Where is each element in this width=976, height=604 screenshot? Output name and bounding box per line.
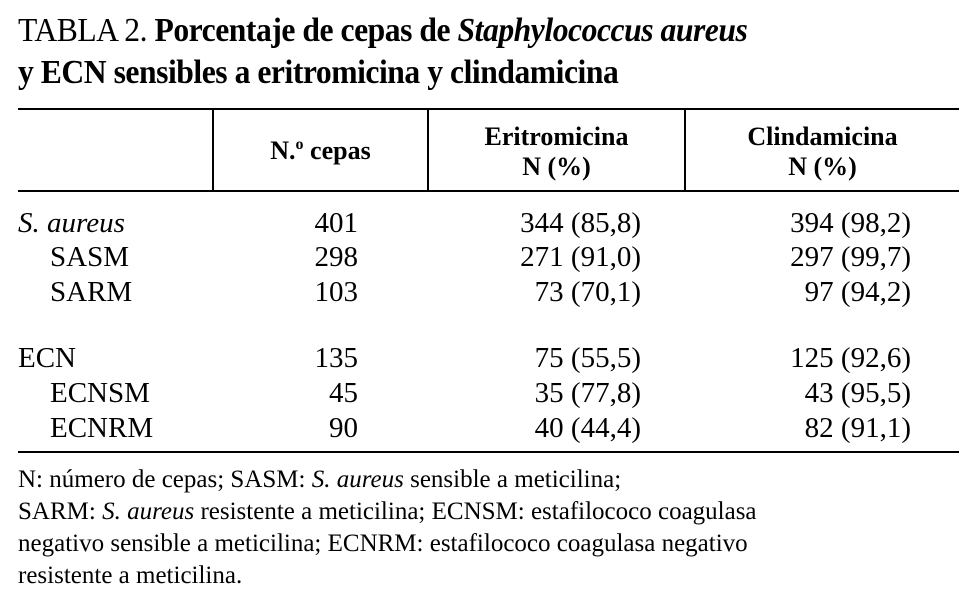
strain-count-s-aureus: 401 bbox=[314, 207, 358, 239]
footnote-line-4: resistente a meticilina. bbox=[18, 562, 243, 589]
footnote-line-3: negativo sensible a meticilina; ECNRM: estafilococo coagulasa negativo bbox=[18, 530, 748, 557]
footnote-line-2 bbox=[18, 496, 938, 528]
clindamycin-ecn: 125 (92,6) bbox=[790, 342, 911, 374]
susceptibility-table bbox=[18, 108, 959, 453]
strain-count-ecnsm: 45 bbox=[329, 377, 358, 409]
strain-count-ecn: 135 bbox=[314, 342, 358, 374]
strain-count-header-label: cepas bbox=[303, 136, 371, 165]
clindamycin-ecnrm: 82 (91,1) bbox=[804, 412, 911, 444]
footnote-line-1 bbox=[18, 464, 938, 496]
table-footnote bbox=[18, 464, 938, 592]
title-organism-name: Staphylococcus aureus bbox=[457, 12, 748, 49]
strain-count-header bbox=[214, 136, 427, 166]
title-text-before-organism: Porcentaje de cepas de bbox=[154, 12, 458, 49]
erythromycin-header-unit: N (%) bbox=[522, 152, 591, 181]
erythromycin-sarm: 73 (70,1) bbox=[534, 276, 641, 308]
clindamycin-header-unit: N (%) bbox=[788, 152, 857, 181]
clindamycin-header bbox=[686, 122, 959, 182]
erythromycin-header bbox=[429, 122, 684, 182]
footnote-text-part: N: número de cepas; SASM: bbox=[18, 466, 312, 493]
strain-count-header-ordinal: o bbox=[295, 136, 304, 153]
erythromycin-s-aureus: 344 (85,8) bbox=[520, 207, 641, 239]
erythromycin-header-title: Eritromicina bbox=[484, 122, 629, 151]
clindamycin-s-aureus: 394 (98,2) bbox=[790, 207, 911, 239]
table-title bbox=[18, 10, 892, 94]
header-separator-rule bbox=[18, 190, 959, 192]
erythromycin-ecnrm: 40 (44,4) bbox=[534, 412, 641, 444]
title-line-1 bbox=[18, 10, 892, 52]
row-label-sasm: SASM bbox=[50, 241, 129, 273]
table-bottom-rule bbox=[18, 451, 959, 453]
clindamycin-sasm: 297 (99,7) bbox=[790, 241, 911, 273]
row-label-ecn: ECN bbox=[18, 342, 76, 374]
footnote-text-part: SARM: bbox=[18, 498, 103, 525]
row-label-sarm: SARM bbox=[50, 276, 133, 308]
title-line-2: y ECN sensibles a eritromicina y clindamicina bbox=[18, 54, 619, 91]
footnote-text-part: sensible a meticilina; bbox=[403, 466, 622, 493]
erythromycin-sasm: 271 (91,0) bbox=[520, 241, 641, 273]
erythromycin-ecn: 75 (55,5) bbox=[534, 342, 641, 374]
row-label-ecnrm: ECNRM bbox=[50, 412, 154, 444]
erythromycin-ecnsm: 35 (77,8) bbox=[534, 377, 641, 409]
clindamycin-sarm: 97 (94,2) bbox=[804, 276, 911, 308]
table-number: TABLA 2. bbox=[18, 12, 148, 49]
strain-count-sarm: 103 bbox=[314, 276, 358, 308]
footnote-organism-name: S. aureus bbox=[102, 498, 195, 525]
strain-count-header-prefix: N. bbox=[270, 136, 296, 165]
strain-count-sasm: 298 bbox=[314, 241, 358, 273]
footnote-organism-name: S. aureus bbox=[311, 466, 404, 493]
clindamycin-ecnsm: 43 (95,5) bbox=[804, 377, 911, 409]
clindamycin-header-title: Clindamicina bbox=[747, 122, 898, 151]
table-top-rule bbox=[18, 108, 959, 110]
row-label-ecnsm: ECNSM bbox=[50, 377, 150, 409]
strain-count-ecnrm: 90 bbox=[329, 412, 358, 444]
footnote-text-part: resistente a meticilina; ECNSM: estafilococo coagulasa bbox=[194, 498, 757, 525]
row-label-s-aureus: S. aureus bbox=[18, 207, 125, 239]
